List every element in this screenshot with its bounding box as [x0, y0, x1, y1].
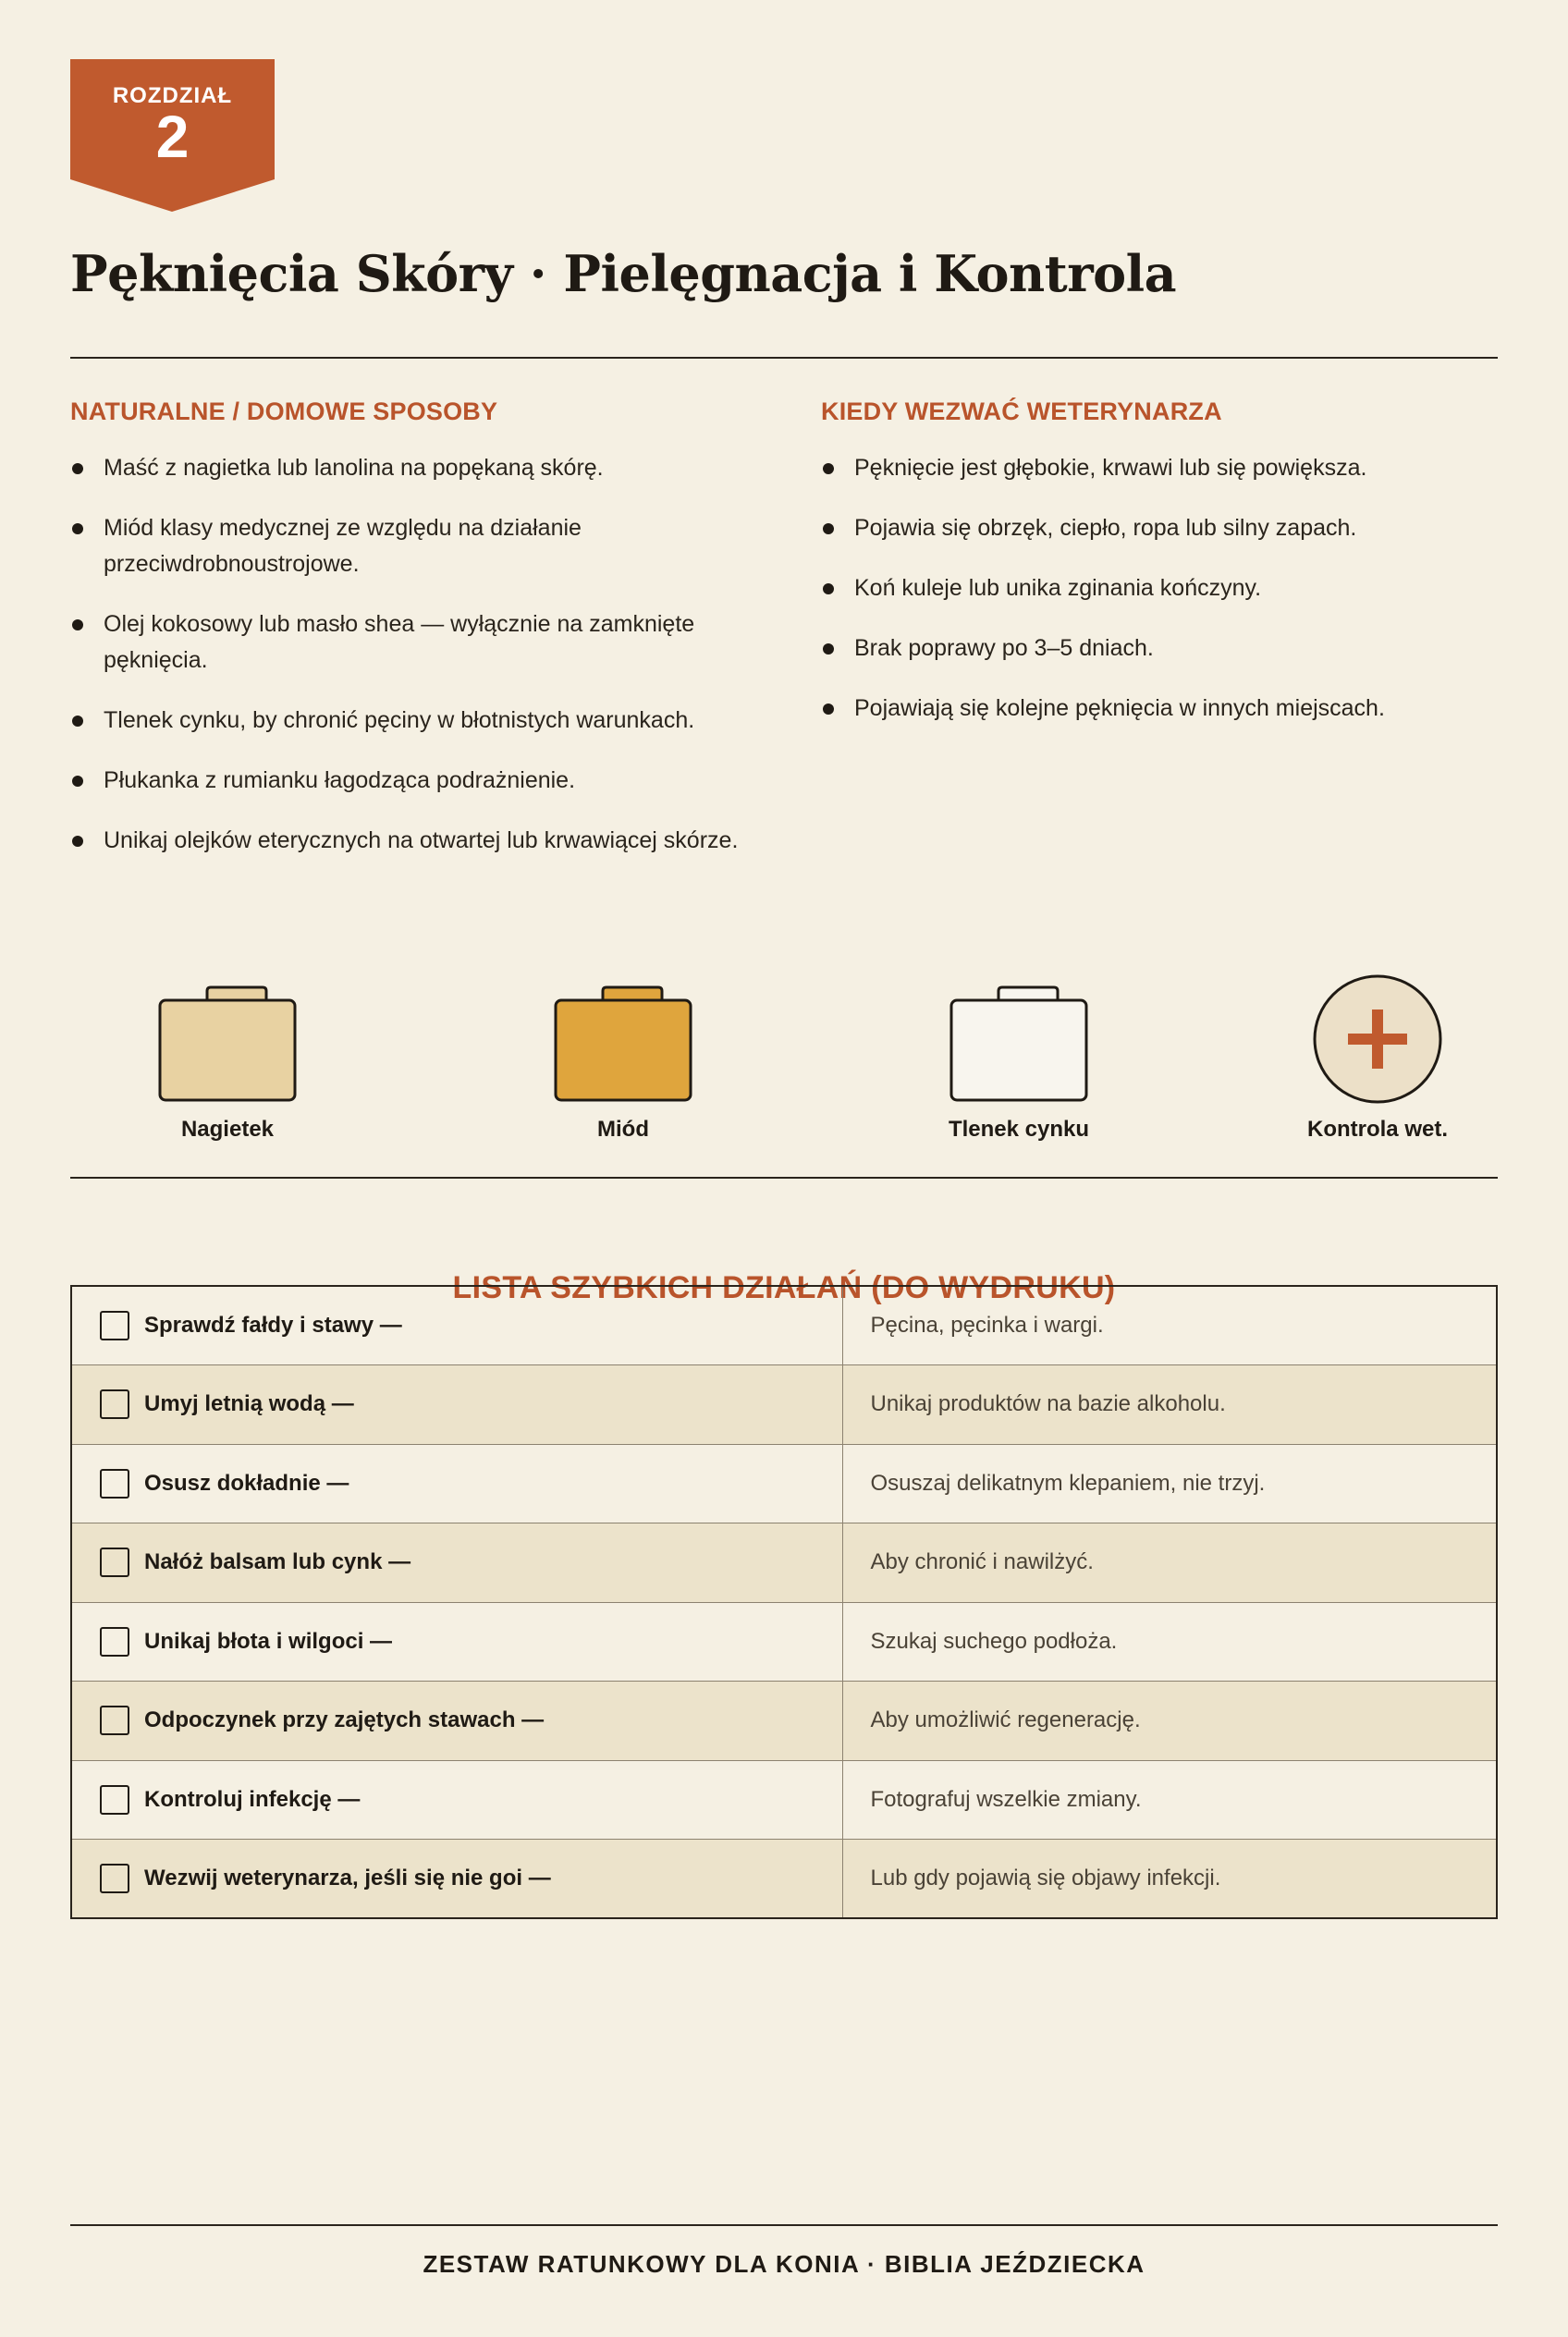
table-row	[71, 1602, 1497, 1682]
list-item: Miód klasy medycznej ze względu na działanie przeciwdrobnoustrojowe.	[70, 510, 754, 582]
icon-miod	[512, 974, 734, 1143]
action-text: Nałóż balsam lub cynk —	[144, 1549, 411, 1575]
natural-remedies-section	[70, 398, 754, 883]
jar-icon	[947, 974, 1091, 1104]
list-item: Pęknięcie jest głębokie, krwawi lub się powiększa.	[821, 450, 1505, 486]
checkbox[interactable]	[100, 1864, 129, 1893]
action-cell	[71, 1602, 842, 1682]
action-text: Odpoczynek przy zajętych stawach —	[144, 1707, 545, 1733]
vet-section	[821, 398, 1505, 751]
note-cell: Pęcina, pęcinka i wargi.	[870, 1313, 1104, 1338]
note-cell: Lub gdy pojawią się objawy infekcji.	[842, 1840, 1497, 1919]
list-item: Koń kuleje lub unika zginania kończyny.	[821, 570, 1505, 606]
natural-remedies-heading: NATURALNE / DOMOWE SPOSOBY	[70, 398, 498, 425]
list-item: Unikaj olejków eterycznych na otwartej lub krwawiącej skórze.	[70, 823, 754, 859]
jar-icon	[551, 974, 695, 1104]
icon-caption: Miód	[597, 1117, 649, 1142]
divider	[70, 357, 1498, 359]
action-text: Umyj letnią wodą —	[144, 1391, 354, 1417]
action-text: Unikaj błota i wilgoci —	[144, 1628, 393, 1654]
icon-tlenek-cynku	[908, 974, 1130, 1143]
table-row	[71, 1286, 1497, 1365]
list-item: Płukanka z rumianku łagodząca podrażnienie.	[70, 763, 754, 799]
checkbox[interactable]	[100, 1785, 129, 1815]
icon-caption: Tlenek cynku	[948, 1117, 1090, 1142]
icon-kontrola-wet	[1267, 974, 1488, 1143]
chapter-label: ROZDZIAŁ	[112, 83, 233, 108]
action-cell	[71, 1523, 842, 1603]
note-cell: Fotografuj wszelkie zmiany.	[842, 1760, 1497, 1840]
table-row	[71, 1365, 1497, 1445]
checkbox[interactable]	[100, 1627, 129, 1657]
list-item: Olej kokosowy lub masło shea — wyłącznie na zamknięte pęknięcia.	[70, 606, 754, 679]
note-cell: Osuszaj delikatnym klepaniem, nie trzyj.	[842, 1444, 1497, 1523]
page-title: Pęknięcia Skóry · Pielęgnacja i Kontrola	[70, 244, 1177, 303]
checklist-title: LISTA SZYBKICH DZIAŁAŃ (DO WYDRUKU)	[452, 1270, 1116, 1305]
list-item: Pojawiają się kolejne pęknięcia w innych miejscach.	[821, 691, 1505, 727]
checkbox[interactable]	[100, 1389, 129, 1419]
action-text: Sprawdź fałdy i stawy —	[144, 1313, 402, 1338]
chapter-ribbon	[70, 59, 275, 212]
chapter-number: 2	[155, 104, 190, 170]
natural-remedies-list	[70, 450, 754, 859]
table-row	[71, 1523, 1497, 1603]
jar-icon	[155, 974, 300, 1104]
action-cell	[71, 1444, 842, 1523]
footer-divider	[70, 2224, 1498, 2226]
action-text: Osusz dokładnie —	[144, 1470, 349, 1496]
divider	[70, 1177, 1498, 1179]
checklist-table	[70, 1285, 1498, 1919]
table-row	[71, 1840, 1497, 1919]
checkbox[interactable]	[100, 1469, 129, 1499]
page	[70, 59, 1498, 2278]
footer-text: ZESTAW RATUNKOWY DLA KONIA · BIBLIA JEŹDZIECKA	[423, 2250, 1145, 2278]
vet-cross-icon	[1305, 974, 1450, 1104]
table-row	[71, 1682, 1497, 1761]
icon-caption: Kontrola wet.	[1306, 1117, 1448, 1142]
note-cell: Szukaj suchego podłoża.	[842, 1602, 1497, 1682]
action-text: Kontroluj infekcję —	[144, 1786, 361, 1812]
checkbox[interactable]	[100, 1706, 129, 1735]
vet-heading: KIEDY WEZWAĆ WETERYNARZA	[821, 398, 1222, 425]
action-cell	[71, 1840, 842, 1919]
list-item: Pojawia się obrzęk, ciepło, ropa lub silny zapach.	[821, 510, 1505, 546]
action-cell	[71, 1682, 842, 1761]
checkbox[interactable]	[100, 1311, 129, 1340]
action-cell	[71, 1365, 842, 1445]
table-row	[71, 1760, 1497, 1840]
icon-caption: Nagietek	[180, 1117, 275, 1142]
note-cell: Aby chronić i nawilżyć.	[842, 1523, 1497, 1603]
checkbox[interactable]	[100, 1548, 129, 1577]
list-item: Tlenek cynku, by chronić pęciny w błotnistych warunkach.	[70, 703, 754, 739]
action-cell	[71, 1286, 842, 1365]
icon-nagietek	[116, 974, 338, 1143]
list-item: Brak poprawy po 3–5 dniach.	[821, 630, 1505, 667]
vet-list	[821, 450, 1505, 727]
action-text: Wezwij weterynarza, jeśli się nie goi —	[144, 1866, 551, 1890]
action-cell	[71, 1760, 842, 1840]
list-item: Maść z nagietka lub lanolina na popękaną skórę.	[70, 450, 754, 486]
note-cell: Unikaj produktów na bazie alkoholu.	[842, 1365, 1497, 1445]
remedy-icons-row	[70, 974, 1498, 1159]
table-row	[71, 1444, 1497, 1523]
note-cell: Aby umożliwić regenerację.	[842, 1682, 1497, 1761]
